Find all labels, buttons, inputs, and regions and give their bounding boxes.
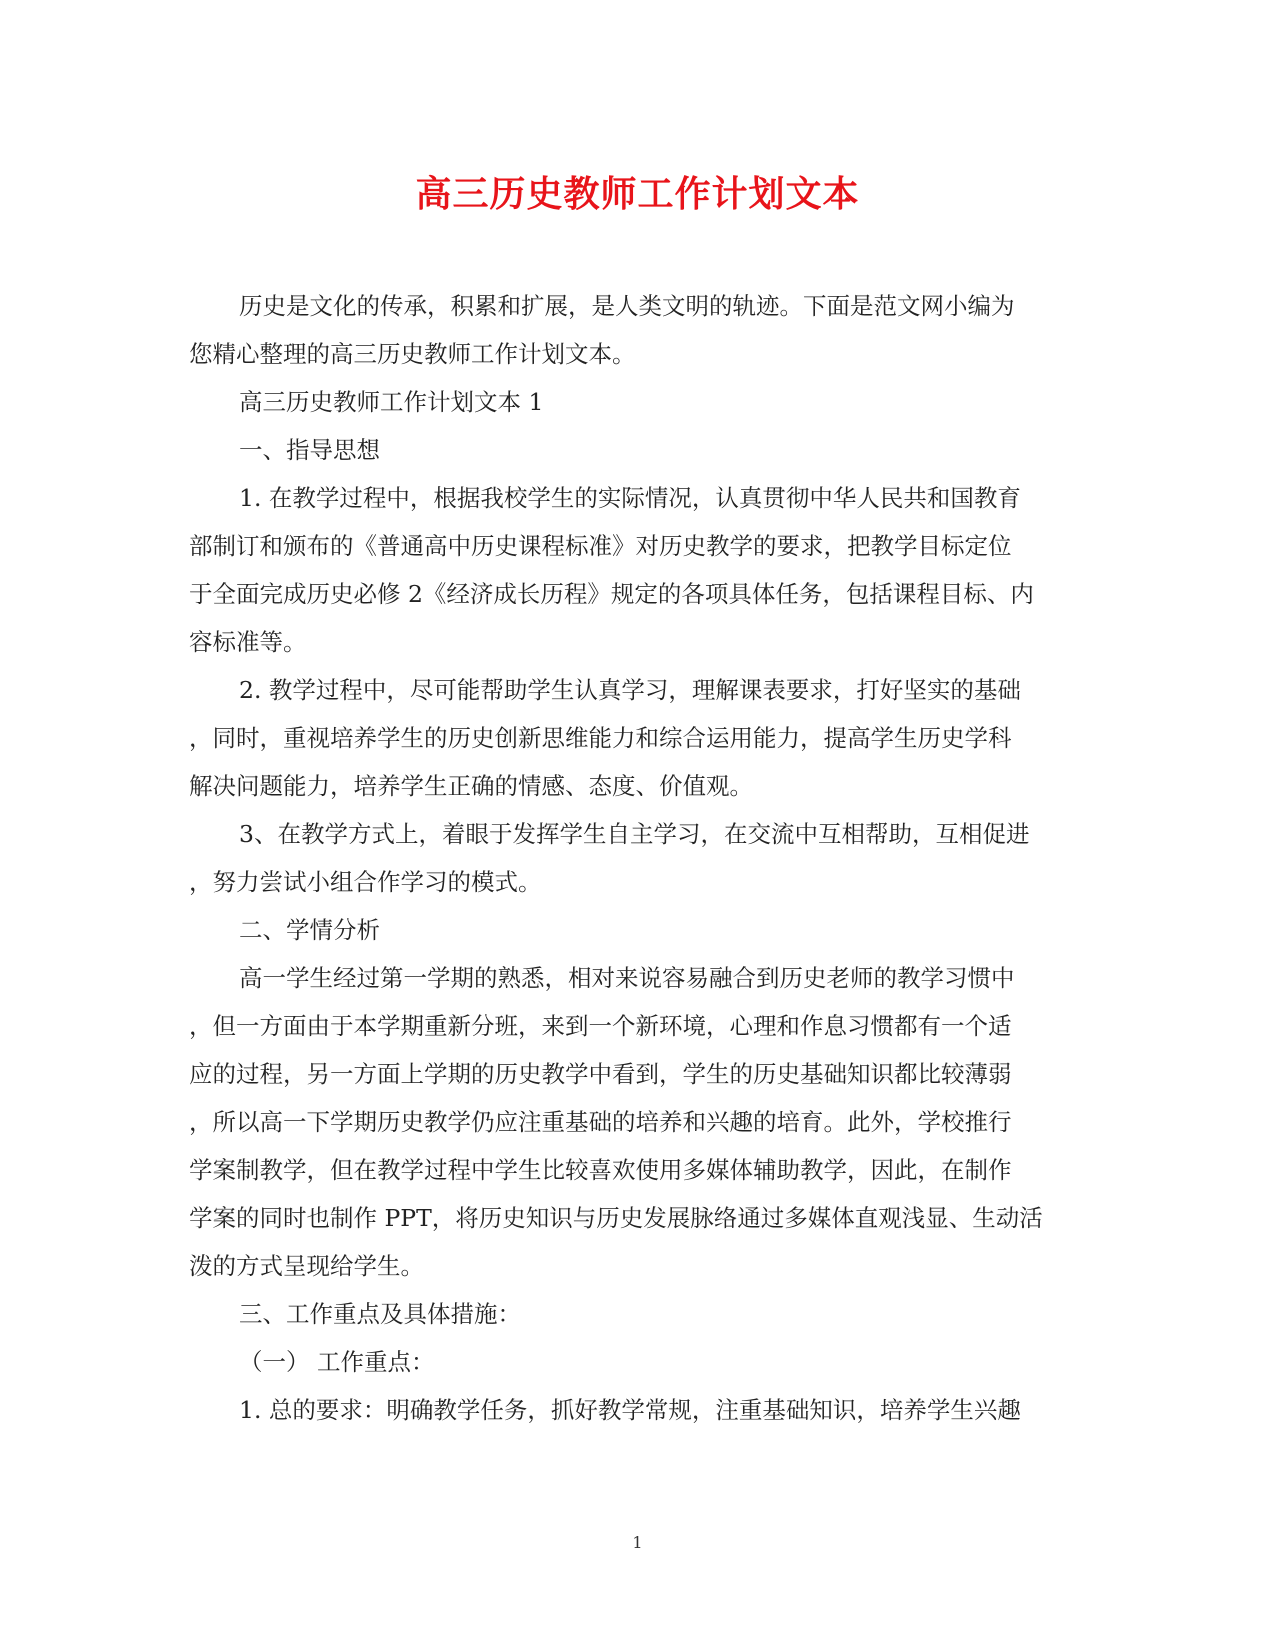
- text-line: 泼的方式呈现给学生。: [189, 1252, 424, 1280]
- paragraph-item-3: [189, 810, 1087, 906]
- text-line: 三、工作重点及具体措施：: [239, 1300, 521, 1328]
- text-line: 高一学生经过第一学期的熟悉，相对来说容易融合到历史老师的教学习惯中: [239, 964, 1015, 992]
- paragraph-intro: [189, 282, 1087, 378]
- text-line: 您精心整理的高三历史教师工作计划文本。: [189, 340, 636, 368]
- heading-guiding-ideology: [189, 426, 1087, 474]
- text-line: 学案制教学，但在教学过程中学生比较喜欢使用多媒体辅助教学，因此，在制作: [189, 1156, 1012, 1184]
- paragraph-student-analysis: [189, 954, 1087, 1290]
- paragraph-item-2: [189, 666, 1087, 810]
- paragraph-item-1: [189, 474, 1087, 666]
- text-line: 于全面完成历史必修 2《经济成长历程》规定的各项具体任务，包括课程目标、内: [189, 580, 1034, 608]
- text-line: （一） 工作重点：: [239, 1348, 435, 1376]
- paragraph-general-requirement: [189, 1386, 1087, 1434]
- page-number: 1: [632, 1533, 643, 1552]
- text-line: 二、学情分析: [239, 916, 380, 944]
- text-line: 部制订和颁布的《普通高中历史课程标准》对历史教学的要求，把教学目标定位: [189, 532, 1012, 560]
- text-line: 3、在教学方式上，着眼于发挥学生自主学习，在交流中互相帮助，互相促进: [239, 820, 1030, 848]
- text-line: ，但一方面由于本学期重新分班，来到一个新环境，心理和作息习惯都有一个适: [189, 1012, 1012, 1040]
- text-line: 1. 总的要求：明确教学任务，抓好教学常规，注重基础知识，培养学生兴趣: [239, 1396, 1021, 1424]
- text-line: 应的过程，另一方面上学期的历史教学中看到，学生的历史基础知识都比较薄弱: [189, 1060, 1012, 1088]
- text-line: 容标准等。: [189, 628, 307, 656]
- document-title: 高三历史教师工作计划文本: [415, 173, 860, 215]
- text-line: 一、指导思想: [239, 436, 380, 464]
- text-line: ，所以高一下学期历史教学仍应注重基础的培养和兴趣的培育。此外，学校推行: [189, 1108, 1012, 1136]
- text-line: 解决问题能力，培养学生正确的情感、态度、价值观。: [189, 772, 753, 800]
- heading-student-analysis: [189, 906, 1087, 954]
- document-body: [189, 282, 1087, 1434]
- section-subtitle: [189, 378, 1087, 426]
- text-line: 高三历史教师工作计划文本 1: [239, 388, 544, 416]
- subheading-work-focus: [189, 1338, 1087, 1386]
- text-line: 历史是文化的传承，积累和扩展，是人类文明的轨迹。下面是范文网小编为: [239, 292, 1015, 320]
- text-line: 2. 教学过程中，尽可能帮助学生认真学习，理解课表要求，打好坚实的基础: [239, 676, 1021, 704]
- text-line: ，同时，重视培养学生的历史创新思维能力和综合运用能力，提高学生历史学科: [189, 724, 1012, 752]
- text-line: 1. 在教学过程中，根据我校学生的实际情况，认真贯彻中华人民共和国教育: [239, 484, 1021, 512]
- heading-work-focus: [189, 1290, 1087, 1338]
- text-line: ，努力尝试小组合作学习的模式。: [189, 868, 542, 896]
- text-line: 学案的同时也制作 PPT，将历史知识与历史发展脉络通过多媒体直观浅显、生动活: [189, 1204, 1043, 1232]
